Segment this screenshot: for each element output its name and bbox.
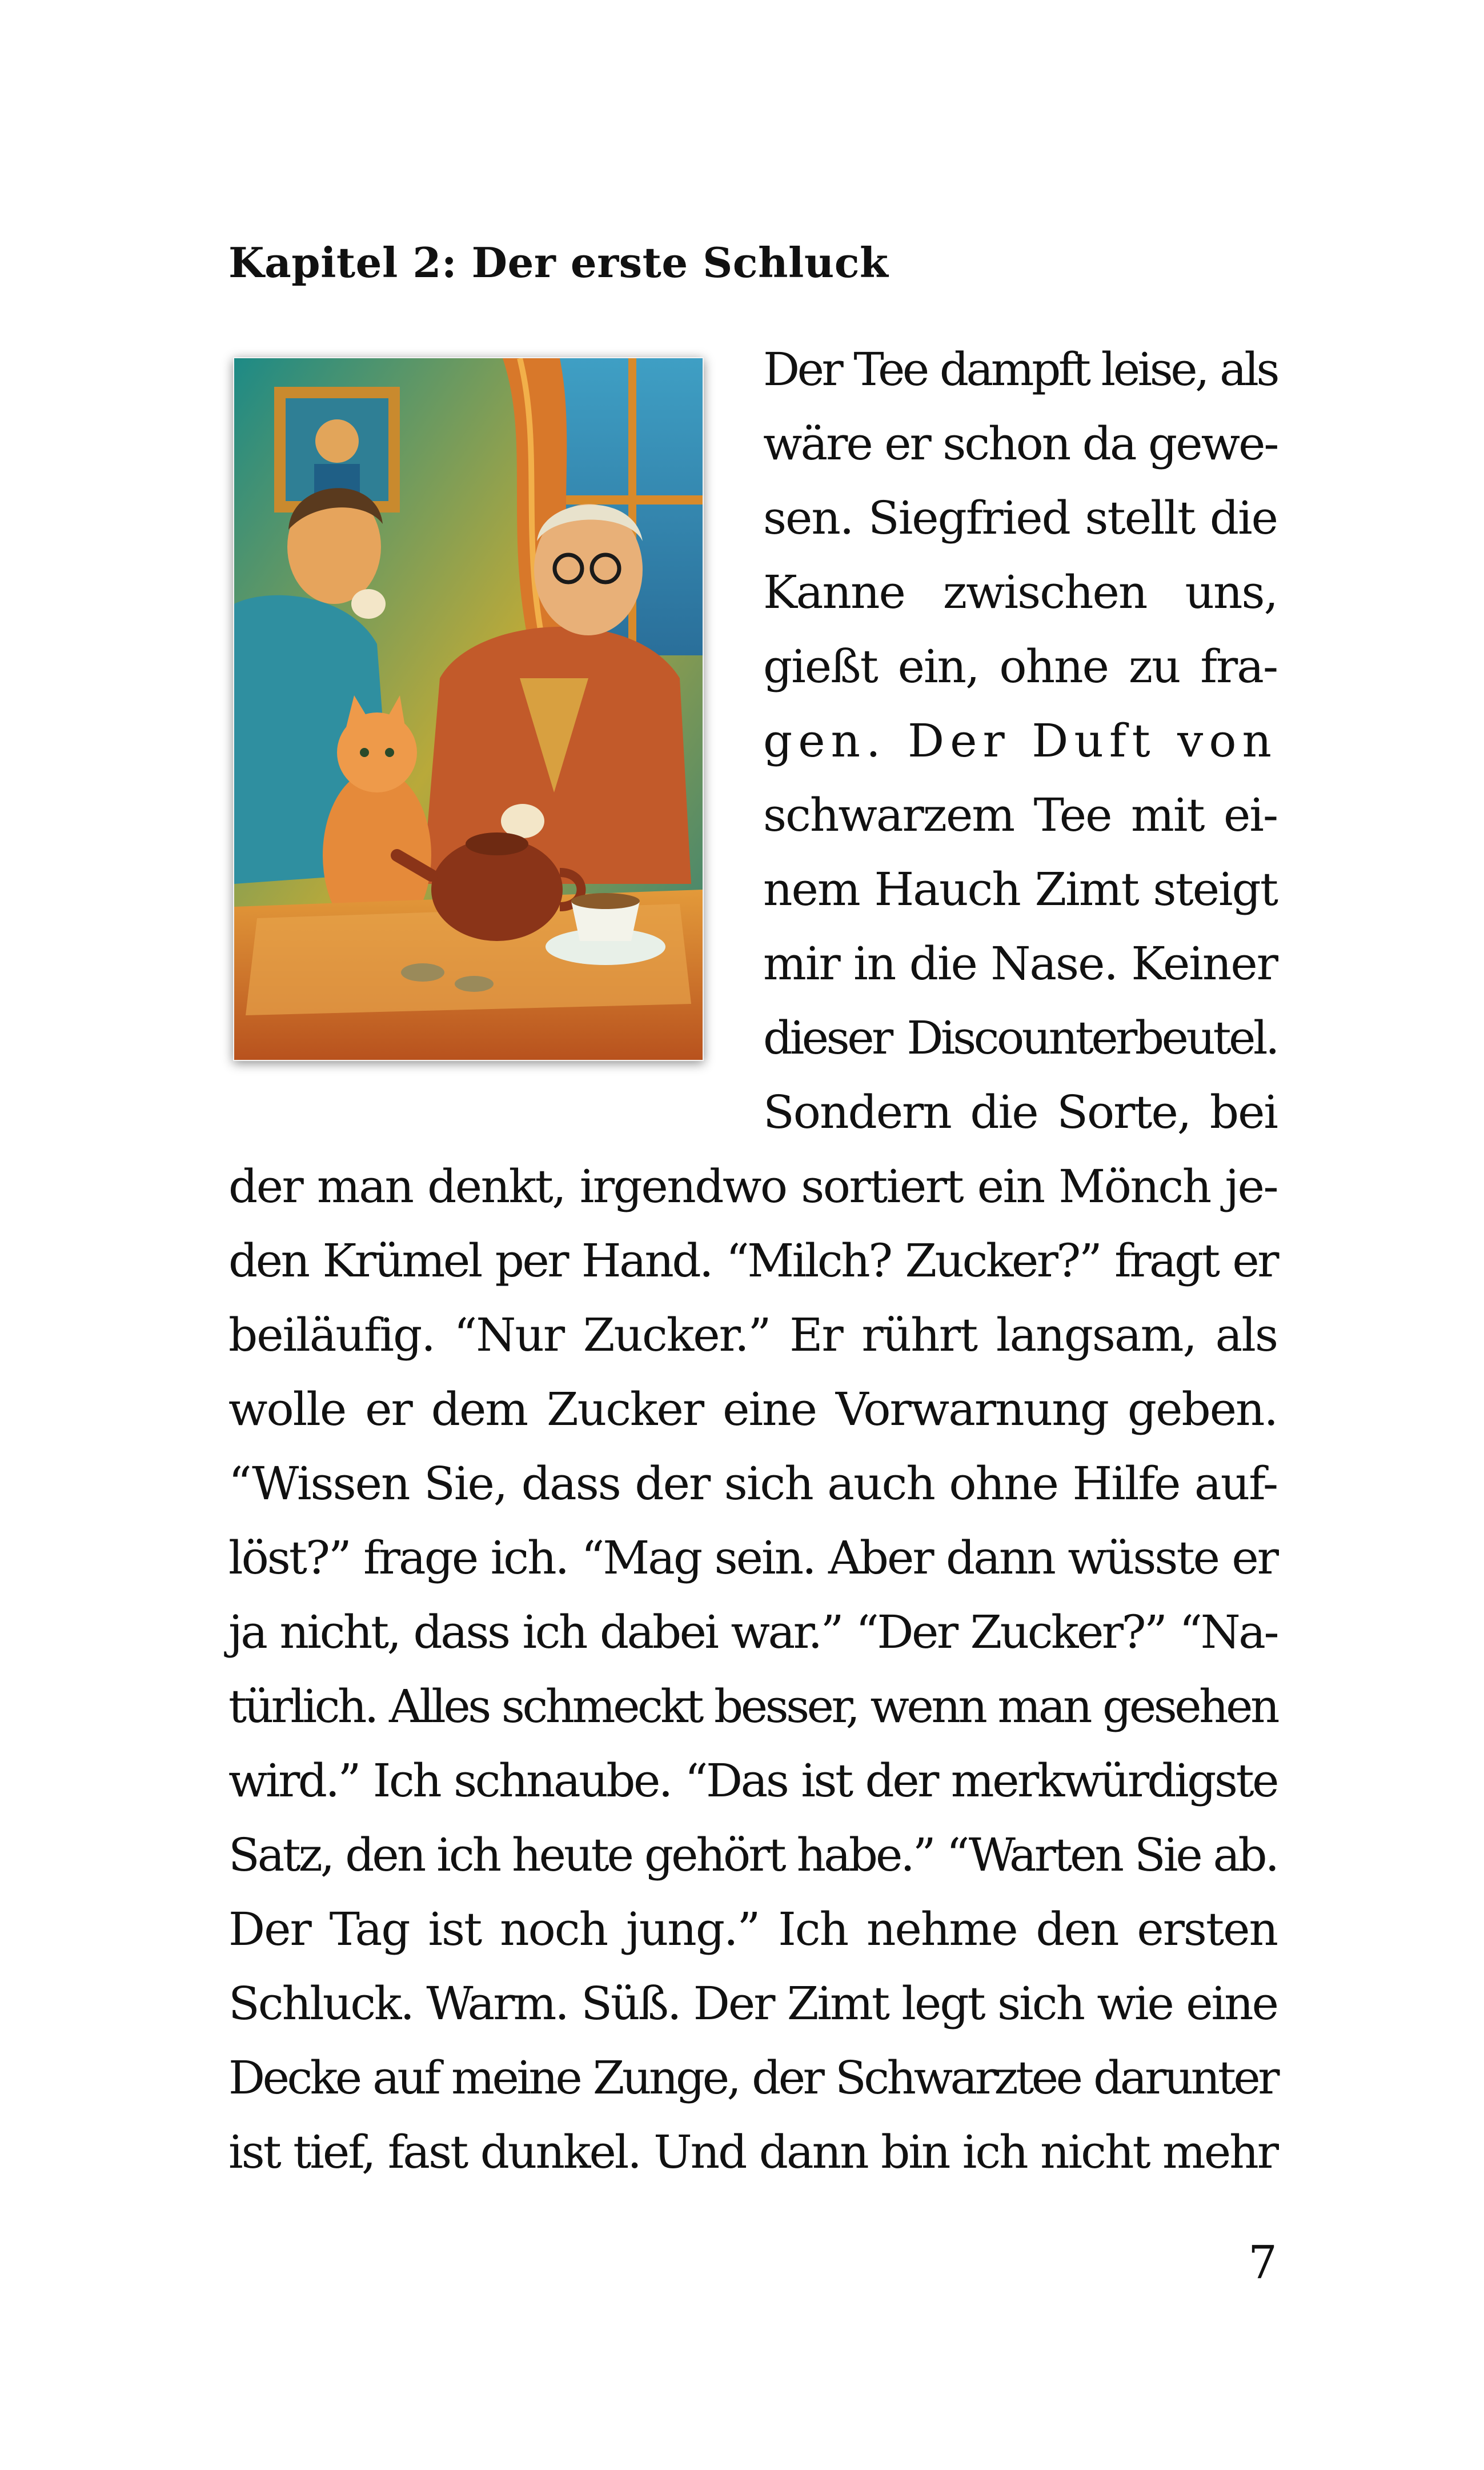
- text-line: wäre er schon da gewe-: [763, 417, 1278, 470]
- tea-scene-painting: [234, 358, 703, 1060]
- text-line: wird.” Ich schnaube. “Das ist der merkwürdigste: [228, 1754, 1277, 1807]
- text-line: sen. Siegfried stellt die: [763, 491, 1277, 545]
- text-line: gen. Der Duft von: [763, 714, 1277, 767]
- text-line: den Krümel per Hand. “Milch? Zucker?” fragt er: [228, 1234, 1277, 1287]
- text-line: Der Tag ist noch jung.” Ich nehme den ersten: [228, 1903, 1277, 1956]
- page-number: 7: [1248, 2236, 1277, 2289]
- text-line: wolle er dem Zucker eine Vorwarnung geben.: [228, 1383, 1277, 1436]
- chapter-illustration: [233, 357, 704, 1061]
- text-line: beiläufig. “Nur Zucker.” Er rührt langsam, als: [228, 1308, 1277, 1362]
- text-line: schwarzem Tee mit ei-: [763, 788, 1277, 842]
- text-line: nem Hauch Zimt steigt: [763, 863, 1277, 916]
- text-line: dieser Discounterbeutel.: [763, 1011, 1277, 1064]
- text-line: Sondern die Sorte, bei: [763, 1086, 1277, 1139]
- text-line: Der Tee dampft leise, als: [763, 343, 1277, 396]
- text-line: Schluck. Warm. Süß. Der Zimt legt sich wie eine: [228, 1977, 1277, 2030]
- text-line: türlich. Alles schmeckt besser, wenn man gesehen: [228, 1680, 1277, 1733]
- chapter-title: Kapitel 2: Der erste Schluck: [228, 238, 889, 287]
- text-line: löst?” frage ich. “Mag sein. Aber dann wüsste er: [228, 1531, 1277, 1584]
- text-line: gießt ein, ohne zu fra-: [763, 640, 1277, 693]
- text-line: der man denkt, irgendwo sortiert ein Mönch je-: [228, 1160, 1277, 1213]
- text-line: Kanne zwischen uns,: [763, 566, 1277, 619]
- text-line: mir in die Nase. Keiner: [763, 937, 1277, 990]
- text-line: “Wissen Sie, dass der sich auch ohne Hilfe auf-: [228, 1457, 1277, 1510]
- text-line: ist tief, fast dunkel. Und dann bin ich nicht mehr: [228, 2125, 1277, 2179]
- text-line: ja nicht, dass ich dabei war.” “Der Zucker?” “Na-: [228, 1606, 1277, 1659]
- text-line: Decke auf meine Zunge, der Schwarztee darunter: [228, 2051, 1277, 2104]
- text-line: Satz, den ich heute gehört habe.” “Warten Sie ab.: [228, 1828, 1277, 1881]
